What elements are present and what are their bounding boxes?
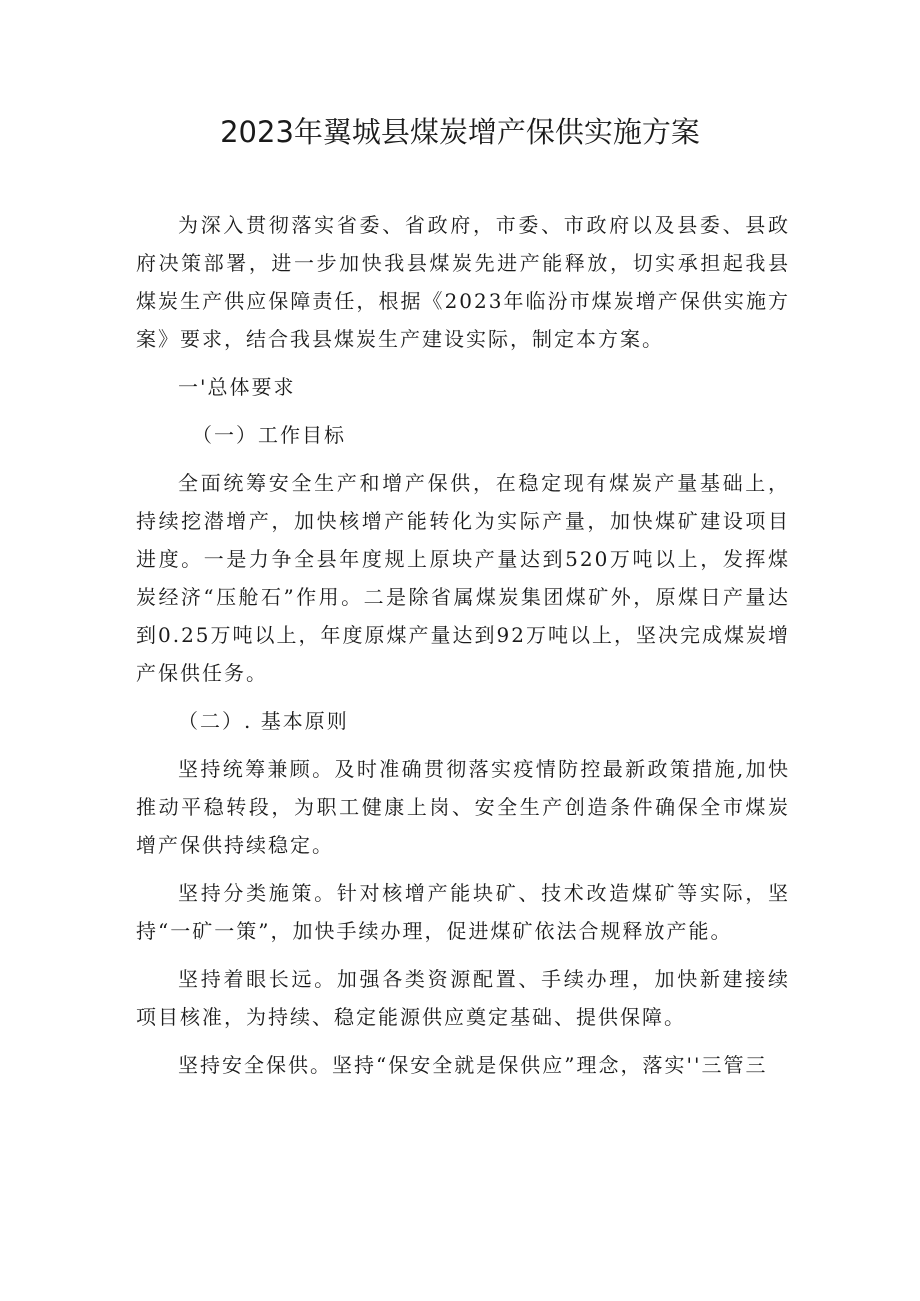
principle-overall-planning-paragraph: 坚持统筹兼顾。及时准确贯彻落实疫情防控最新政策措施,加快推动平稳转段，为职工健康上岗、安全生产创造条件确保全市煤炭增产保供持续稳定。	[136, 757, 790, 857]
subsection-heading-basic-principles: （二）. 基本原则	[178, 709, 349, 733]
document-title: 2023年翼城县煤炭增产保供实施方案	[220, 115, 700, 149]
section-heading-general-requirements: 一'总体要求	[178, 375, 296, 399]
intro-paragraph: 为深入贯彻落实省委、省政府，市委、市政府以及县委、县政府决策部署，进一步加快我县煤炭先进产能释放，切实承担起我县煤炭生产供应保障责任，根据《2023年临汾市煤炭增产保供实施方案》要求，结合我县煤炭生产建设实际，制定本方案。	[136, 213, 790, 351]
work-goals-paragraph: 全面统筹安全生产和增产保供，在稳定现有煤炭产量基础上，持续挖潜增产，加快核增产能转化为实际产量，加快煤矿建设项目进度。一是力争全县年度规上原块产量达到520万吨以上，发挥煤炭经济“压舱石”作用。二是除省属煤炭集团煤矿外，原煤日产量达到0.25万吨以上，年度原煤产量达到92万吨以上，坚决完成煤炭增产保供任务。	[136, 471, 790, 685]
principle-classified-policy-paragraph: 坚持分类施策。针对核增产能块矿、技术改造煤矿等实际，坚持“一矿一策”，加快手续办理，促进煤矿依法合规释放产能。	[136, 881, 790, 943]
principle-safety-supply-paragraph: 坚持安全保供。坚持“保安全就是保供应”理念，落实''三管三	[178, 1053, 768, 1077]
document-body	[136, 206, 790, 1094]
subsection-heading-work-goals: （一）工作目标	[192, 423, 346, 447]
principle-long-term-paragraph: 坚持着眼长远。加强各类资源配置、手续办理，加快新建接续项目核准，为持续、稳定能源供应奠定基础、提供保障。	[136, 967, 790, 1029]
